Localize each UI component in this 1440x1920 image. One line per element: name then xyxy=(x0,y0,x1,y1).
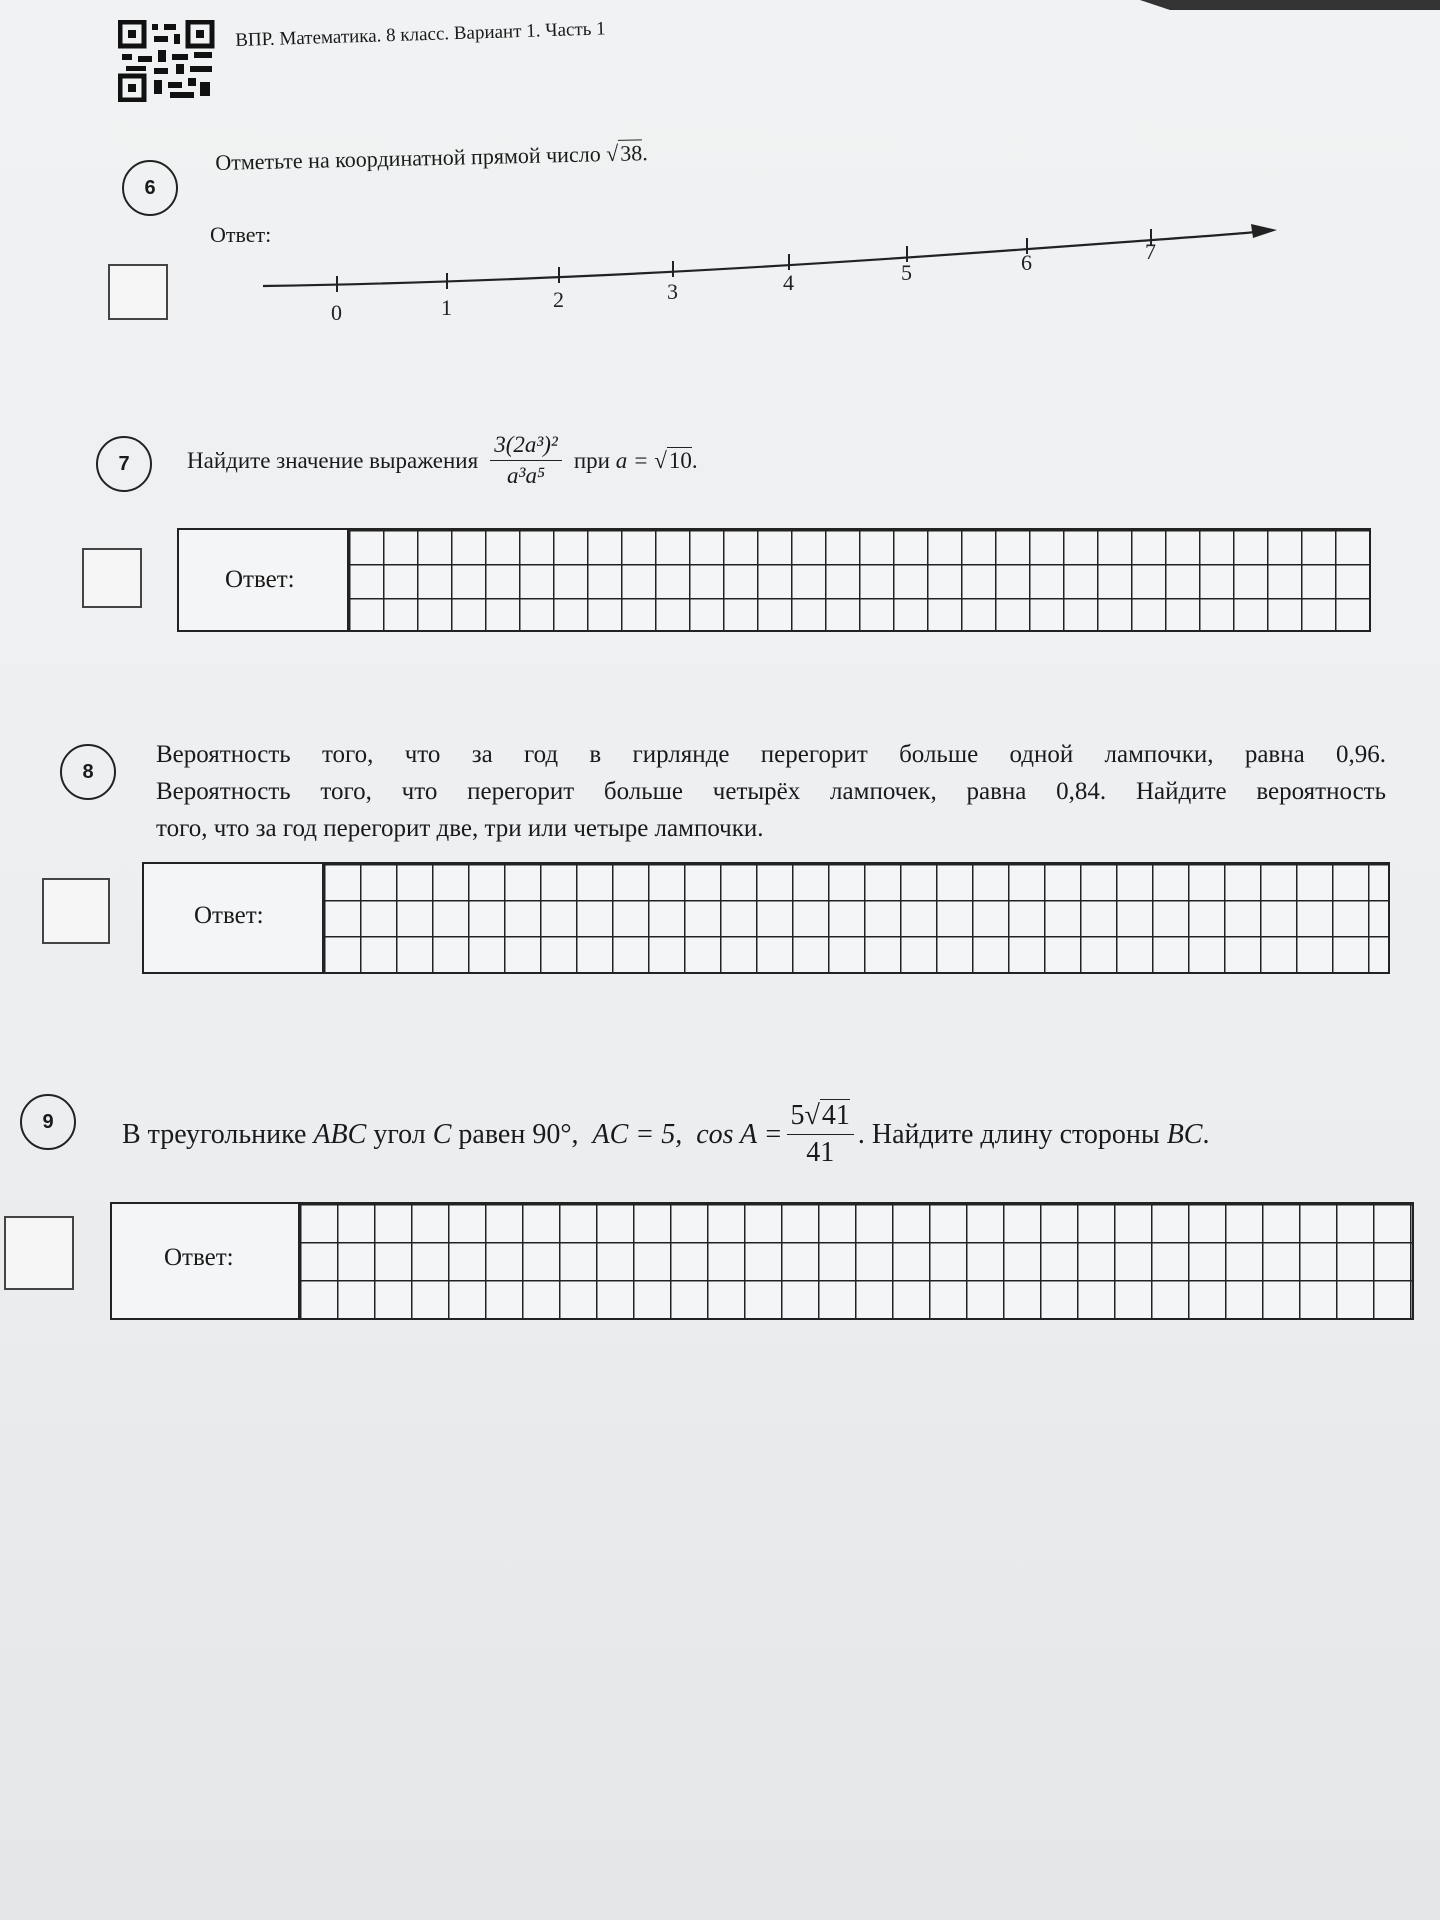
task-8-answer-grid[interactable] xyxy=(322,864,1388,972)
task-9-ac: AC = 5, xyxy=(592,1118,683,1150)
task-9-text-d: . Найдите длину стороны xyxy=(857,1118,1160,1150)
axis-tick-label: 3 xyxy=(667,279,678,304)
task-8-score-box[interactable] xyxy=(42,878,110,944)
qr-code-icon xyxy=(118,20,216,102)
axis-tick-label: 5 xyxy=(901,260,912,285)
task-number-7 xyxy=(96,436,152,492)
task-9-text-c: равен 90°, xyxy=(458,1118,579,1150)
task-7-denominator: a³a⁵ xyxy=(507,463,545,488)
task-9-num-radicand: 41 xyxy=(821,1100,850,1131)
task-9-num-coef: 5 xyxy=(790,1100,805,1131)
task-7-fraction xyxy=(490,432,562,489)
page-edge-mark xyxy=(1140,0,1440,10)
task-6-radicand: 38 xyxy=(618,139,643,166)
task-7-sqrt: √10 xyxy=(654,447,692,473)
task-number-8 xyxy=(60,744,116,800)
task-7-numerator: 3(2a³)² xyxy=(490,432,562,461)
task-7-text xyxy=(187,432,698,489)
task-6-score-box[interactable] xyxy=(108,264,168,320)
task-6-prompt: Отметьте на координатной прямой число xyxy=(215,141,601,175)
task-number-9 xyxy=(20,1094,76,1150)
task-6-tail: . xyxy=(641,140,649,166)
task-9-answer-label: Ответ: xyxy=(164,1244,234,1271)
task-7-radicand: 10 xyxy=(668,447,692,473)
task-9-abc: ABC xyxy=(313,1118,367,1150)
task-8-answer-label: Ответ: xyxy=(194,902,264,929)
task-9-c: C xyxy=(432,1118,452,1150)
task-6-text xyxy=(215,140,648,176)
task-8-line-1: Вероятность того, что за год в гирлянде перегорит больше одной лампочки, равна 0,96. xyxy=(156,741,1386,768)
task-9-fraction xyxy=(787,1100,854,1169)
task-9-text xyxy=(122,1100,1209,1169)
task-9-score-box[interactable] xyxy=(4,1216,74,1290)
task-7-answer-table xyxy=(177,528,1371,632)
task-9-bc: BC xyxy=(1166,1118,1203,1150)
task-6-sqrt: √38 xyxy=(605,140,643,167)
task-number-6-label: 6 xyxy=(144,176,156,199)
task-7-answer-grid[interactable] xyxy=(347,530,1369,630)
page-header: ВПР. Математика. 8 класс. Вариант 1. Часть 1 xyxy=(235,18,606,51)
task-7-prompt: Найдите значение выражения xyxy=(187,447,479,473)
number-axis xyxy=(263,232,1255,286)
task-number-8-label: 8 xyxy=(82,760,94,783)
task-number-6 xyxy=(122,160,178,216)
task-7-tail: . xyxy=(691,447,698,473)
task-9-numerator: 5√41 xyxy=(787,1100,854,1135)
task-9-cos: cos A = xyxy=(696,1118,783,1150)
task-9-tail: . xyxy=(1202,1118,1210,1150)
axis-tick-label: 0 xyxy=(331,300,342,325)
task-8-line-3: того, что за год перегорит две, три или четыре лампочки. xyxy=(156,815,764,842)
task-9-answer-grid[interactable] xyxy=(298,1204,1412,1318)
task-7-answer-label: Ответ: xyxy=(225,566,295,593)
task-6-answer-label: Ответ: xyxy=(210,222,272,247)
task-9-answer-table xyxy=(110,1202,1414,1320)
axis-ticks xyxy=(331,229,1156,325)
axis-arrow-icon xyxy=(1251,224,1277,238)
axis-tick-label: 1 xyxy=(441,295,452,320)
task-8-line-2: Вероятность того, что перегорит больше четырёх лампочек, равна 0,84. Найдите вероятность xyxy=(156,778,1386,805)
task-7-score-box[interactable] xyxy=(82,548,142,608)
task-9-denominator: 41 xyxy=(806,1137,835,1168)
task-8-answer-table xyxy=(142,862,1390,974)
task-number-9-label: 9 xyxy=(42,1110,54,1133)
axis-tick-label: 6 xyxy=(1021,250,1032,275)
coordinate-line xyxy=(255,218,1290,328)
axis-tick-label: 7 xyxy=(1145,239,1156,264)
axis-tick-label: 2 xyxy=(553,287,564,312)
task-8-text xyxy=(156,736,1386,847)
task-9-text-b: угол xyxy=(373,1118,426,1150)
task-7-a-eq: a = xyxy=(615,447,649,473)
task-9-text-a: В треугольнике xyxy=(122,1118,307,1150)
task-7-pri: при xyxy=(573,447,610,473)
task-number-7-label: 7 xyxy=(118,452,130,475)
axis-tick-label: 4 xyxy=(783,270,794,295)
